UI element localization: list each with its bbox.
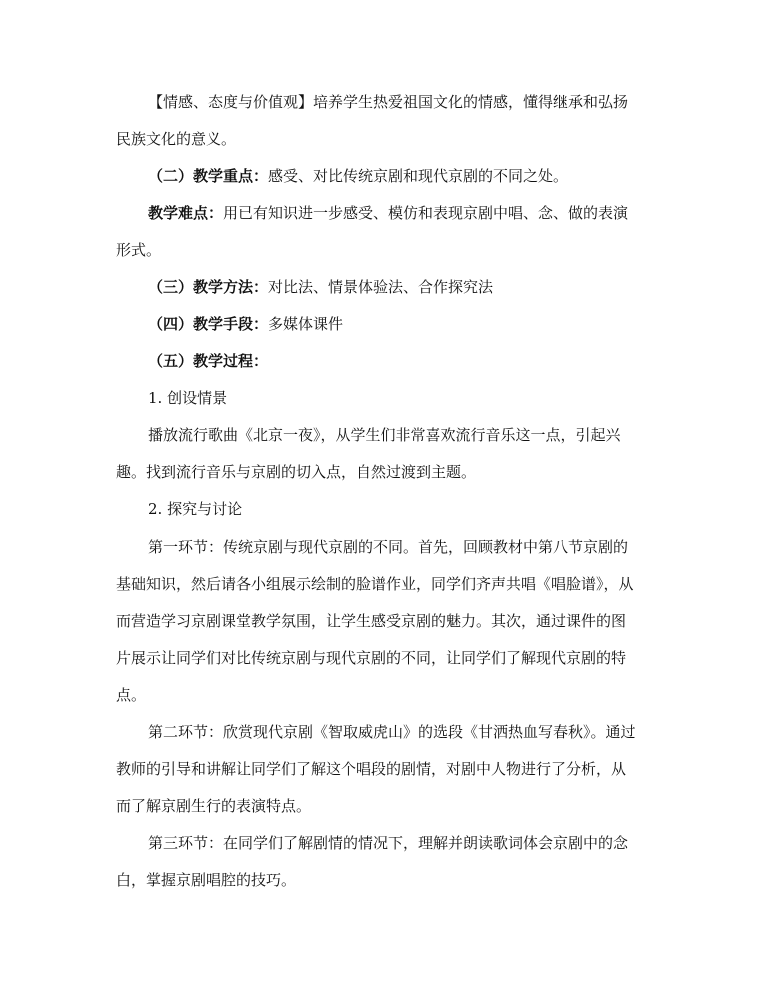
step1-heading: 1. 创设情景 [148,389,228,407]
process-heading: （五）教学过程： [148,352,269,370]
link3-line-2: 白，掌握京剧唱腔的技巧。 [116,871,297,889]
step1-line-2: 趣。找到流行音乐与京剧的切入点，自然过渡到主题。 [116,463,477,481]
difficulty-line-2: 形式。 [116,241,162,259]
link2-line-1: 第二环节：欣赏现代京剧《智取威虎山》的选段《甘洒热血写春秋》。通过 [148,723,636,741]
link1-line-4: 片展示让同学们对比传统京剧与现代京剧的不同，让同学们了解现代京剧的特 [116,649,627,667]
link1-line-5: 点。 [116,686,147,704]
emotion-goal-line-2: 民族文化的意义。 [116,130,237,148]
emotion-goal-line-1: 【情感、态度与价值观】培养学生热爱祖国文化的情感，懂得继承和弘扬 [148,93,629,111]
link1-line-2: 基础知识，然后请各小组展示绘制的脸谱作业，同学们齐声共唱《唱脸谱》，从 [116,575,634,593]
step2-heading: 2. 探究与讨论 [148,500,243,518]
link2-line-2: 教师的引导和讲解让同学们了解这个唱段的剧情，对剧中人物进行了分析，从 [116,760,627,778]
means-label: （四）教学手段： [148,315,269,333]
methods-label: （三）教学方法： [148,278,269,296]
difficulty-label: 教学难点： [148,204,224,222]
link1-line-1: 第一环节：传统京剧与现代京剧的不同。首先，回顾教材中第八节京剧的 [148,538,629,556]
step1-line-1: 播放流行歌曲《北京一夜》，从学生们非常喜欢流行音乐这一点，引起兴 [148,426,621,444]
link1-line-3: 而营造学习京剧课堂教学氛围，让学生感受京剧的魅力。其次，通过课件的图 [116,612,627,630]
difficulty-line-1: 教学难点：用已有知识进一步感受、模仿和表现京剧中唱、念、做的表演 [148,204,629,222]
means-paragraph: （四）教学手段：多媒体课件 [148,315,344,333]
emotion-goal-label: 【情感、态度与价值观】 [148,93,314,111]
key-point-paragraph: （二）教学重点：感受、对比传统京剧和现代京剧的不同之处。 [148,167,569,185]
key-point-label: （二）教学重点： [148,167,269,185]
methods-paragraph: （三）教学方法：对比法、情景体验法、合作探究法 [148,278,494,296]
link2-line-3: 而了解京剧生行的表演特点。 [116,797,312,815]
link3-line-1: 第三环节：在同学们了解剧情的情况下，理解并朗读歌词体会京剧中的念 [148,834,629,852]
